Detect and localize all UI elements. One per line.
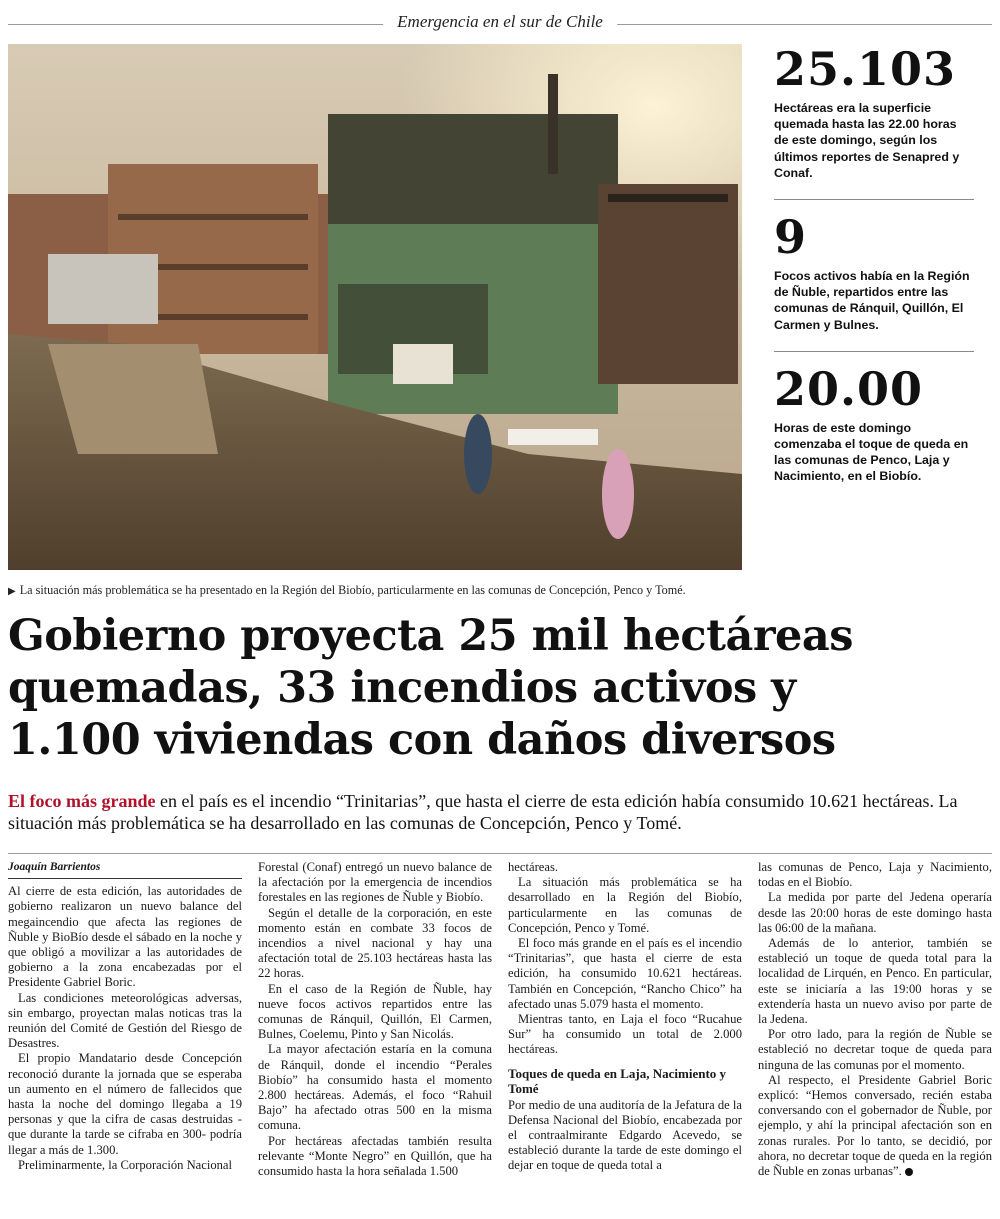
paragraph: La mayor afectación estaría en la comuna de Ránquil, donde el incendio “Perales Biobío” ha consumido hasta el momento 2.800 hectáreas. Además, el foco “Rahuil Bajo” ha afectado otras 500 en la misma comuna. [258, 1042, 492, 1133]
paragraph: Mientras tanto, en Laja el foco “Rucahue Sur” ha consumido un total de 2.000 hectáreas. [508, 1012, 742, 1057]
paragraph: Forestal (Conaf) entregó un nuevo balance de la afectación por la emergencia de incendios forestales en las regiones de Ñuble y Biobío. [258, 860, 492, 905]
paragraph: hectáreas. [508, 860, 558, 874]
stat-description: Horas de este domingo comenzaba el toque de queda en las comunas de Penco, Laja y Nacimiento, en el Biobío. [774, 420, 969, 484]
article-column-2 [258, 860, 492, 1179]
paragraph: las comunas de Penco, Laja y Nacimiento, todas en el Biobío. [758, 860, 992, 890]
lede-accent: El foco más grande [8, 791, 156, 811]
stat-description: Focos activos había en la Región de Ñuble, repartidos entre las comunas de Ránquil, Quillón, El Carmen y Bulnes. [774, 269, 970, 332]
article-column-1 [8, 860, 242, 1173]
section-kicker: Emergencia en el sur de Chile [383, 12, 617, 32]
stat-divider [774, 199, 974, 200]
photo-caption-text: La situación más problemática se ha presentado en la Región del Biobío, particularmente en las comunas de Concepción, Penco y Tomé. [19, 583, 686, 597]
stat-item [774, 361, 974, 495]
section-kicker-wrap [8, 12, 992, 38]
stats-sidebar [774, 44, 974, 495]
paragraph: La medida por parte del Jedena operaría desde las 20:00 horas de este domingo hasta las 06:00 de la mañana. [758, 890, 992, 935]
stat-number: 20.00 [774, 361, 924, 416]
paragraph: Preliminarmente, la Corporación Nacional [18, 1157, 233, 1172]
article-column-4 [758, 860, 992, 1179]
lede-text: en el país es el incendio “Trinitarias”, que hasta el cierre de esta edición había consumido 10.621 hectáreas. La situación más problemática se ha desarrollado en las comunas de Concepción, Penco y Tomé. [8, 791, 958, 833]
paragraph: Según el detalle de la corporación, en este momento están en combate 33 focos de incendios a nivel nacional y hay una afectación total de 25.103 hectáreas hasta las 22 horas. [258, 905, 492, 981]
final-paragraph-text: Al respecto, el Presidente Gabriel Boric explicó: “Hemos conversado, recién estaba conversando con el gobernador de Ñuble, por ejemplo, y ahí la principal afectación son en zonas rurales. Por lo tanto, se decidió, por ahora, no decretar toque de queda en la región de Ñuble en zonas urbanas”. [758, 1072, 992, 1179]
article-column-3 [508, 860, 742, 1174]
paragraph: En el caso de la Región de Ñuble, hay nueve focos activos repartidos entre las comunas de Ránquil, Quillón, El Carmen, Bulnes, Coelemu, Pinto y San Nicolás. [258, 981, 492, 1042]
headline [8, 610, 988, 766]
stat-description: Hectáreas era la superficie quemada hasta las 22.00 horas de este domingo, según los últimos reportes de Senapred y Conaf. [774, 101, 960, 180]
stat-item [774, 212, 974, 343]
headline-line: Gobierno proyecta 25 mil hectáreas [8, 611, 853, 661]
paragraph: El foco más grande en el país es el incendio “Trinitarias”, que hasta el cierre de esta edición, ha consumido 10.621 hectáreas. También en Concepción, “Rancho Chico” ha afectado unas 5.079 hasta el momento. [508, 936, 742, 1011]
paragraph: Además de lo anterior, también se estableció un toque de queda total para la localidad de Lirquén, en Penco. En particular, este se iniciaría a las 19:00 horas y se extendería hasta un nuevo aviso por parte de la Jedena. [758, 936, 992, 1027]
fire-scene-photo [8, 44, 742, 570]
paragraph: La situación más problemática se ha desarrollado en la Región del Biobío, particularmente en las comunas de Concepción, Penco y Tomé. [508, 875, 742, 935]
paragraph: Por medio de una auditoría de la Jefatura de la Defensa Nacional del Biobío, encabezada por el contraalmirante Edgardo Acevedo, se estableció durante la tarde de este domingo el dejar en toque de queda total a [508, 1097, 742, 1173]
stat-item [774, 44, 974, 191]
stat-divider [774, 351, 974, 352]
photo-caption [8, 583, 748, 598]
paragraph: El propio Mandatario desde Concepción reconoció durante la jornada que se esperaba un aumento en el número de fallecidos que hasta la noche del domingo llegaba a 19 personas y que la cifra de casas destruidas - que durante la tarde se cifraba en 300- podría llegar a más de 1.300. [8, 1051, 242, 1157]
stat-number: 9 [774, 210, 808, 265]
caption-arrow-icon: ▶ [8, 586, 16, 597]
paragraph: Por hectáreas afectadas también resulta relevante “Monte Negro” en Quillón, que ha consumido hasta la hora señalada 1.500 [258, 1133, 492, 1179]
paragraph: Al cierre de esta edición, las autoridades de gobierno realizaron un nuevo balance del megaincendio que afecta las regiones de Ñuble y BioBío desde el sábado en la noche y que obligó a movilizar a las autoridades de gobierno a la zona encabezadas por el Presidente Gabriel Boric. [8, 884, 242, 990]
end-of-article-icon [905, 1168, 913, 1176]
stat-number: 25.103 [774, 42, 957, 96]
paragraph: Las condiciones meteorológicas adversas, sin embargo, proyectan malas noticas tras la reunión del Comité de Gestión del Riesgo de Desastres. [8, 990, 242, 1051]
headline-line: 1.100 viviendas con daños diversos [8, 715, 836, 765]
headline-line: quemadas, 33 incendios activos y [8, 663, 796, 713]
paragraph: Por otro lado, para la región de Ñuble se estableció no decretar toque de queda para ninguna de las comunas por el momento. [758, 1027, 992, 1072]
byline: Joaquín Barrientos [8, 860, 242, 879]
lede-paragraph [8, 790, 992, 834]
final-paragraph [758, 1073, 992, 1179]
body-rule [8, 853, 992, 854]
subheading: Toques de queda en Laja, Nacimiento y Tomé [508, 1065, 727, 1096]
